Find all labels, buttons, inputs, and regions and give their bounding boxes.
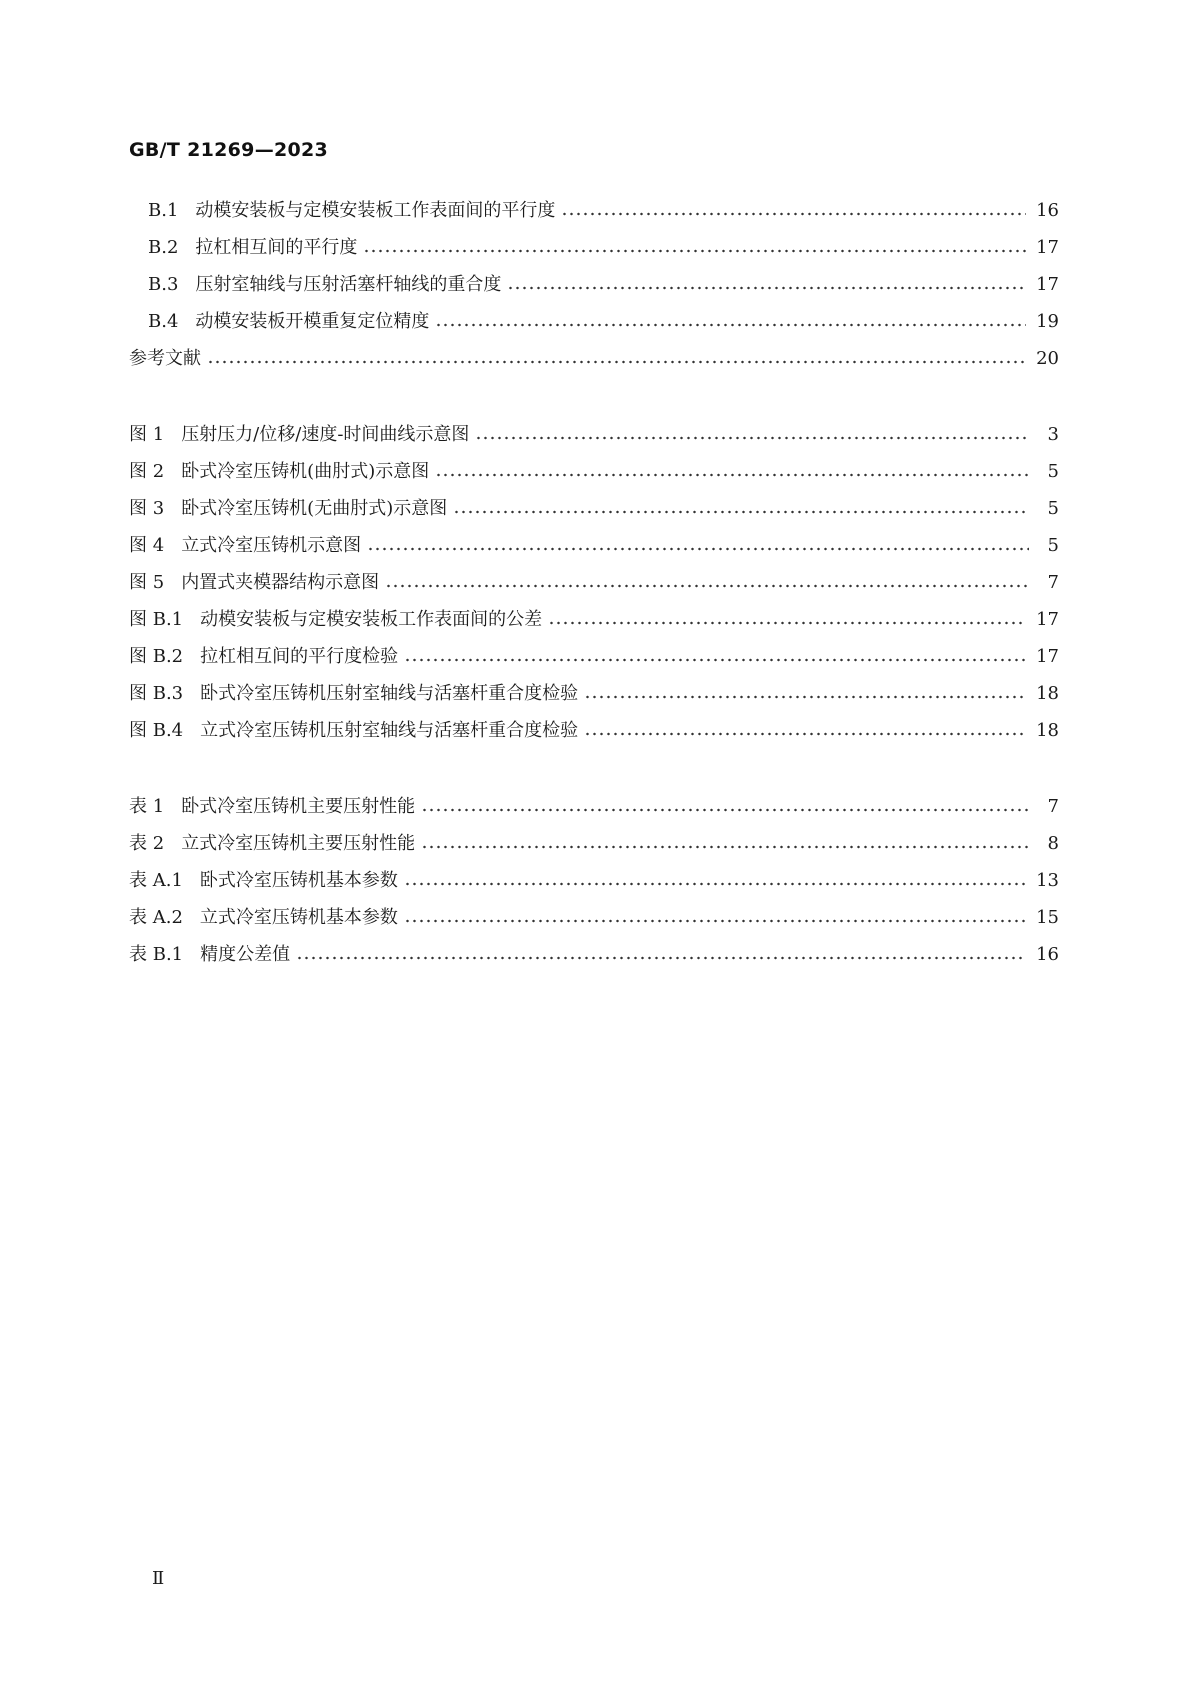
toc-entry-page: 16 — [1036, 199, 1059, 221]
toc-dot-leader — [385, 584, 1029, 588]
toc-entry-number: B.2 — [148, 236, 179, 258]
toc-entry-page: 17 — [1036, 236, 1059, 258]
toc-entry-number: 图 5 — [129, 571, 165, 593]
toc-entry-number: 图 B.2 — [129, 645, 184, 667]
toc-dot-leader — [404, 658, 1026, 662]
toc-entry-title: 立式冷室压铸机压射室轴线与活塞杆重合度检验 — [200, 719, 579, 741]
toc-entry-page: 13 — [1036, 869, 1059, 891]
toc-dot-leader — [367, 547, 1029, 551]
toc-entry-title: 内置式夹模器结构示意图 — [181, 571, 380, 593]
toc-entry-page: 7 — [1047, 571, 1059, 593]
toc-table-entry[interactable] — [129, 862, 1059, 899]
toc-dot-leader — [561, 212, 1026, 216]
toc-entry-title: 卧式冷室压铸机主要压射性能 — [181, 795, 416, 817]
toc-dot-leader — [584, 695, 1026, 699]
toc-table-entry[interactable] — [129, 788, 1059, 825]
toc-entry[interactable] — [129, 229, 1059, 266]
toc-table-entry[interactable] — [129, 899, 1059, 936]
toc-entry-title: 立式冷室压铸机示意图 — [181, 534, 362, 556]
toc-entry-page: 5 — [1047, 534, 1059, 556]
toc-dot-leader — [421, 808, 1029, 812]
toc-table-entry[interactable] — [129, 936, 1059, 973]
toc-entry-number: 表 2 — [129, 832, 165, 854]
toc-entry-number: 表 A.1 — [129, 869, 183, 891]
standard-number-header: GB/T 21269—2023 — [129, 139, 329, 161]
toc-entry-number: 表 A.2 — [129, 906, 183, 928]
toc-figure-entry[interactable] — [129, 416, 1059, 453]
toc-appendix-b-section — [129, 192, 1059, 377]
toc-entry-page: 17 — [1036, 273, 1059, 295]
toc-entry-references[interactable] — [129, 340, 1059, 377]
toc-figure-entry[interactable] — [129, 453, 1059, 490]
toc-entry-title: 压射室轴线与压射活塞杆轴线的重合度 — [195, 273, 502, 295]
toc-entry-title: 动模安装板与定模安装板工作表面间的公差 — [200, 608, 543, 630]
toc-entry-number: B.4 — [148, 310, 179, 332]
toc-figure-entry[interactable] — [129, 675, 1059, 712]
page-number-footer: Ⅱ — [152, 1568, 165, 1589]
toc-figures-list — [129, 416, 1059, 749]
toc-figure-entry[interactable] — [129, 712, 1059, 749]
toc-entry-number: 图 2 — [129, 460, 165, 482]
toc-dot-leader — [404, 919, 1026, 923]
toc-entry-number: 表 1 — [129, 795, 165, 817]
toc-entry-number: 图 B.4 — [129, 719, 184, 741]
toc-entry-title: 精度公差值 — [200, 943, 291, 965]
toc-entry-number: 图 4 — [129, 534, 165, 556]
toc-entry-title: 参考文献 — [129, 347, 201, 369]
toc-entry-title: 卧式冷室压铸机(曲肘式)示意图 — [181, 460, 430, 482]
toc-dot-leader — [453, 510, 1029, 514]
toc-entry-page: 18 — [1036, 682, 1059, 704]
toc-entry-page: 5 — [1047, 497, 1059, 519]
toc-entry-page: 19 — [1036, 310, 1059, 332]
toc-entry-number: 表 B.1 — [129, 943, 184, 965]
toc-entry-page: 15 — [1036, 906, 1059, 928]
toc-entry-page: 5 — [1047, 460, 1059, 482]
toc-figure-entry[interactable] — [129, 527, 1059, 564]
toc-entry-page: 3 — [1047, 423, 1059, 445]
toc-dot-leader — [421, 845, 1029, 849]
toc-entry-title: 立式冷室压铸机主要压射性能 — [181, 832, 416, 854]
toc-entry-number: 图 1 — [129, 423, 165, 445]
toc-entry-page: 8 — [1047, 832, 1059, 854]
toc-entry-number: B.1 — [148, 199, 179, 221]
toc-entry-title: 卧式冷室压铸机基本参数 — [199, 869, 398, 891]
toc-dot-leader — [207, 360, 1026, 364]
toc-entry-page: 7 — [1047, 795, 1059, 817]
toc-entry-number: 图 B.3 — [129, 682, 184, 704]
toc-entry-title: 卧式冷室压铸机压射室轴线与活塞杆重合度检验 — [200, 682, 579, 704]
toc-dot-leader — [435, 323, 1026, 327]
toc-dot-leader — [435, 473, 1029, 477]
toc-table-entry[interactable] — [129, 825, 1059, 862]
toc-entry-page: 17 — [1036, 645, 1059, 667]
toc-entry-title: 动模安装板开模重复定位精度 — [195, 310, 430, 332]
toc-dot-leader — [296, 956, 1026, 960]
toc-entry-number: B.3 — [148, 273, 179, 295]
toc-dot-leader — [363, 249, 1026, 253]
toc-entry-number: 图 3 — [129, 497, 165, 519]
toc-figure-entry[interactable] — [129, 638, 1059, 675]
toc-entry-title: 动模安装板与定模安装板工作表面间的平行度 — [195, 199, 556, 221]
toc-figure-entry[interactable] — [129, 601, 1059, 638]
toc-tables-list — [129, 788, 1059, 973]
toc-dot-leader — [548, 621, 1026, 625]
toc-entry-page: 17 — [1036, 608, 1059, 630]
toc-figure-entry[interactable] — [129, 490, 1059, 527]
toc-entry-title: 立式冷室压铸机基本参数 — [199, 906, 398, 928]
toc-entry-number: 图 B.1 — [129, 608, 184, 630]
toc-entry-page: 18 — [1036, 719, 1059, 741]
toc-entry-title: 压射压力/位移/速度-时间曲线示意图 — [181, 423, 470, 445]
toc-dot-leader — [584, 732, 1026, 736]
toc-dot-leader — [507, 286, 1026, 290]
toc-entry-title: 拉杠相互间的平行度检验 — [200, 645, 399, 667]
toc-entry[interactable] — [129, 192, 1059, 229]
toc-entry-page: 20 — [1036, 347, 1059, 369]
toc-dot-leader — [404, 882, 1026, 886]
toc-entry-title: 卧式冷室压铸机(无曲肘式)示意图 — [181, 497, 448, 519]
toc-entry[interactable] — [129, 266, 1059, 303]
toc-entry-title: 拉杠相互间的平行度 — [195, 236, 358, 258]
toc-figure-entry[interactable] — [129, 564, 1059, 601]
toc-dot-leader — [475, 436, 1029, 440]
toc-entry[interactable] — [129, 303, 1059, 340]
toc-entry-page: 16 — [1036, 943, 1059, 965]
